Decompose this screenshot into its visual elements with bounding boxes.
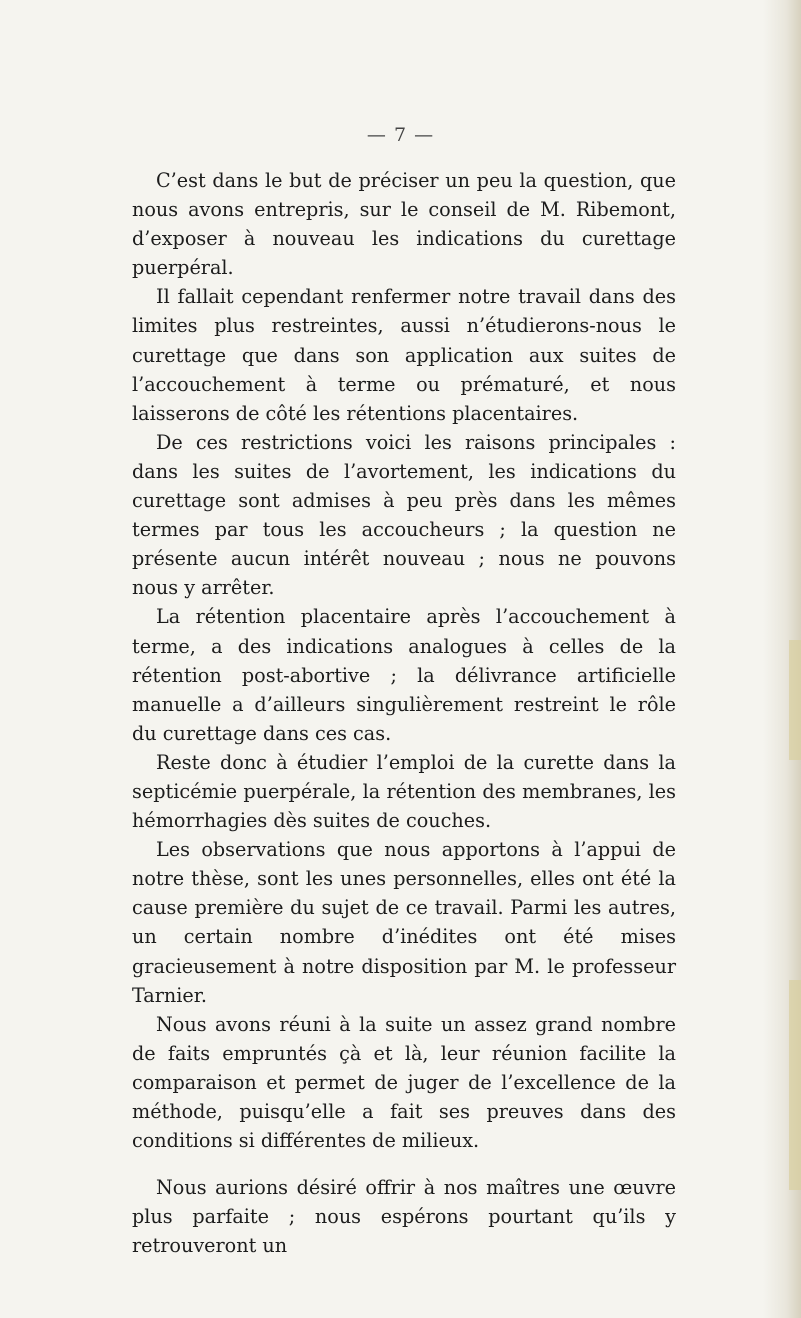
page-edge-stain	[789, 980, 801, 1190]
paragraph: La rétention placentaire après l’accouchement à terme, a des indications analogues à celles de la rétention post-abortive ; la délivrance artificielle manuelle a d’ailleurs singulièrement restreint le rôle du curettage dans ces cas.	[132, 605, 676, 745]
paragraph: De ces restrictions voici les raisons principales : dans les suites de l’avortement, les indications du curettage sont admises à peu près dans les mêmes termes par tous les accoucheurs ; la question ne présente aucun intérêt nouveau ; nous ne pouvons nous y arrêter.	[132, 430, 676, 600]
paragraph: Reste donc à étudier l’emploi de la curette dans la septicémie puerpérale, la rétention des membranes, les hémorrhagies dès suites de couches.	[132, 750, 676, 833]
page-edge-stain	[789, 640, 801, 760]
page-number: — 7 —	[366, 124, 435, 146]
paragraph: C’est dans le but de préciser un peu la question, que nous avons entrepris, sur le conseil de M. Ribemont, d’exposer à nouveau les indications du curettage puerpéral.	[132, 169, 676, 280]
paragraph: Il fallait cependant renfermer notre travail dans des limites plus restreintes, aussi n’étudierons-nous le curettage que dans son application aux suites de l’accouchement à terme ou prématuré, et nous laisserons de côté les rétentions placentaires.	[132, 285, 676, 425]
paragraph: Les observations que nous apportons à l’appui de notre thèse, sont les unes personnelles, elles ont été la cause première du sujet de ce travail. Parmi les autres, un certain nombre d’inédites ont été mises gracieusement à notre disposition par M. le professeur Tarnier.	[132, 838, 676, 1007]
body-text	[132, 166, 676, 1260]
paragraph: Nous aurions désiré offrir à nos maîtres une œuvre plus parfaite ; nous espérons pourtant qu’ils y retrouveront un	[132, 1176, 676, 1258]
paragraph: Nous avons réuni à la suite un assez grand nombre de faits empruntés çà et là, leur réunion facilite la comparaison et permet de juger de l’excellence de la méthode, puisqu’elle a fait ses preuves dans des conditions si différentes de milieux.	[132, 1012, 676, 1153]
